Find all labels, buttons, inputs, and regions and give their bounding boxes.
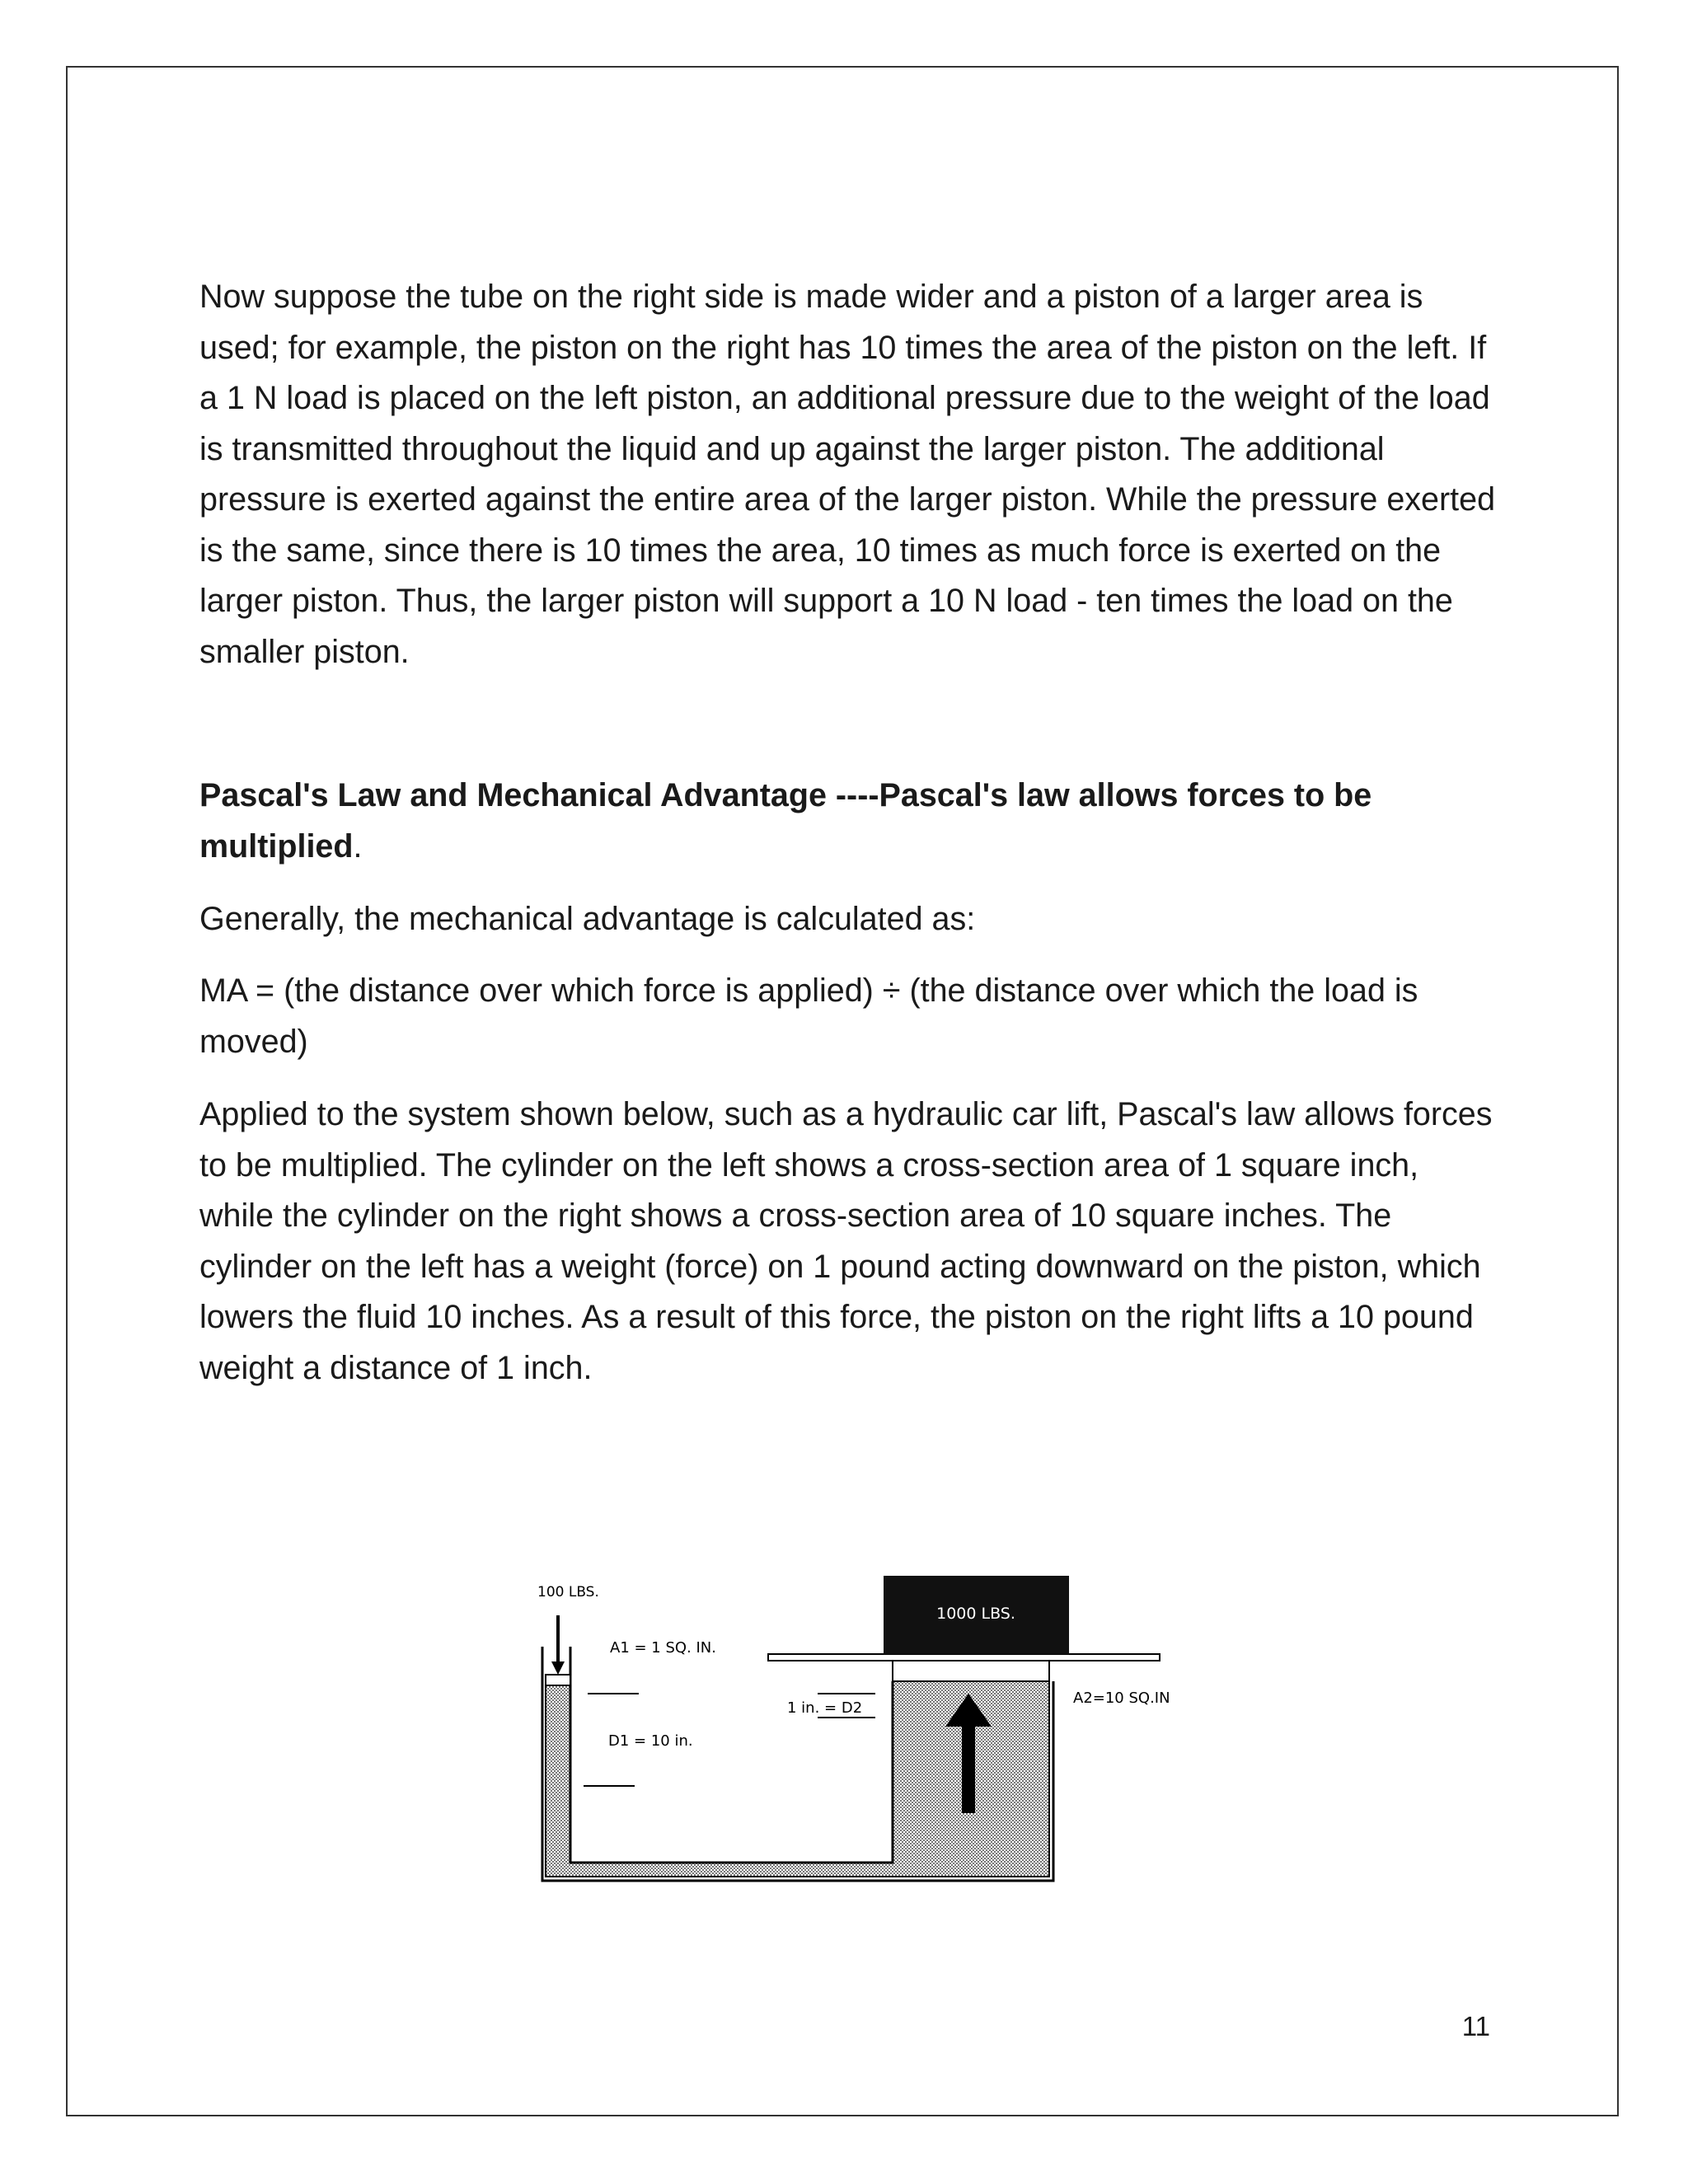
- distance-2-label: 1 in. = D2: [787, 1699, 863, 1717]
- section-heading-bold: Pascal's Law and Mechanical Advantage ----Pascal's law allows forces to be multiplied: [199, 777, 1372, 865]
- up-arrow-shaft: [962, 1722, 975, 1813]
- paragraph-4: [199, 1090, 1502, 1394]
- section-heading: [199, 771, 1502, 872]
- paragraph-1-text: Now suppose the tube on the right side is made wider and a piston of a larger area is used; for example, the piston on the right has 10 times the area of the piston on the left. If a 1 N load is placed on the left piston, an additional pressure due to the weight of the load is transmitted throughout the liquid and up against the larger piston. The additional pressure is exerted against the entire area of the larger piston. While the pressure exerted is the same, since there is 10 times the area, 10 times as much force is exerted on the larger piston. Thus, the larger piston will support a 10 N load - ten times the load on the smaller piston.: [199, 279, 1496, 670]
- right-load-label: 1000 LBS.: [936, 1605, 1015, 1623]
- section-heading-block: [199, 771, 1502, 872]
- hydraulic-lift-diagram: [511, 1549, 1195, 1904]
- page-number: 11: [1461, 2011, 1490, 2041]
- left-force-arrow-head: [551, 1661, 565, 1675]
- paragraph-2-text: Generally, the mechanical advantage is calculated as:: [199, 901, 976, 937]
- left-load-label: 100 LBS.: [537, 1584, 599, 1601]
- right-piston: [893, 1661, 1049, 1681]
- distance-1-label: D1 = 10 in.: [608, 1732, 693, 1750]
- paragraph-2: [199, 894, 1502, 945]
- paragraph-3-text: MA = (the distance over which force is applied) ÷ (the distance over which the load is moved): [199, 972, 1418, 1060]
- left-piston: [546, 1675, 570, 1685]
- hydraulic-lift-figure: [511, 1549, 1195, 1904]
- paragraph-3: [199, 966, 1502, 1067]
- paragraph-1: [199, 272, 1502, 677]
- right-platform: [768, 1654, 1160, 1661]
- area-1-label: A1 = 1 SQ. IN.: [610, 1639, 716, 1657]
- inner-tube-outline: [570, 1647, 893, 1863]
- section-heading-end: .: [353, 827, 363, 865]
- area-2-label: A2=10 SQ.IN: [1073, 1690, 1170, 1707]
- paragraph-4-text: Applied to the system shown below, such as a hydraulic car lift, Pascal's law allows forces to be multiplied. The cylinder on the left shows a cross-section area of 1 square inch, while the cylinder on the right shows a cross-section area of 10 square inches. The cylinder on the left has a weight (force) on 1 pound acting downward on the piston, which lowers the fluid 10 inches. As a result of this force, the piston on the right lifts a 10 pound weight a distance of 1 inch.: [199, 1096, 1493, 1386]
